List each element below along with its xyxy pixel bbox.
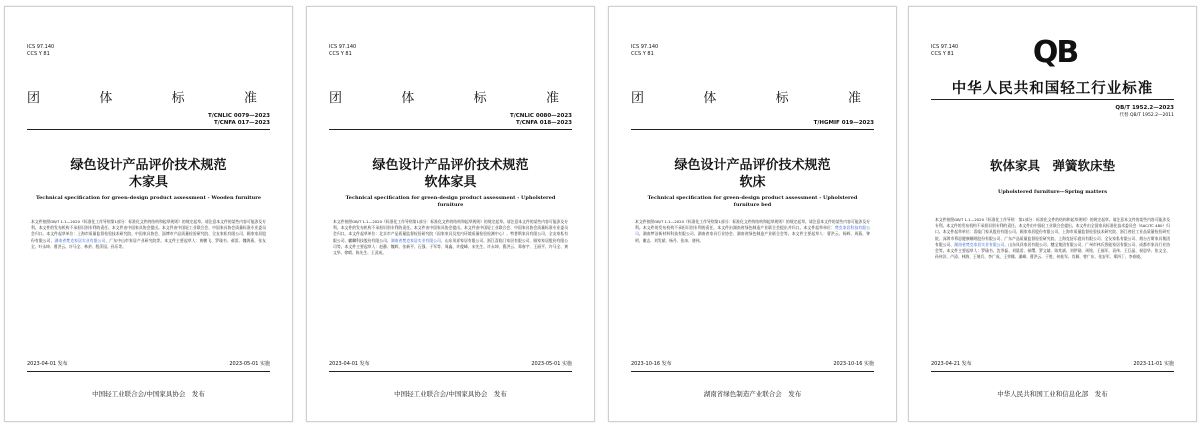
- divider: [329, 129, 572, 130]
- effective-date: 2023-05-01 实施: [531, 361, 572, 367]
- standard-cover-upholstered-furniture: [306, 6, 595, 422]
- effective-date: 2023-11-01 实施: [1133, 361, 1174, 367]
- publisher: 中华人民共和国工业和信息化部 发布: [997, 390, 1108, 398]
- standard-type-heading: 团 体 标 准: [27, 91, 257, 106]
- foreword-text: 本文件按照GB/T 1.1—2020《标准化工作导则 第1部分：标准化文件的结构和起草规则》的规定起草。请注意本文件的某些内容可能涉及专利。本文件的发布机构不承担识别专利的责任。本文件由中国轻工业联合会提出。本文件由全国家具标准化技术委员会（SAC/TC 480）归口。本文件起草单位：喜临门家具股份有限公司、顾家家居股份有限公司、上海市质量监督检验技术研究院、浙江省轻工业品质量检验研究院、深圳市慕思健康睡眠股份有限公司、广东产品质量监督检验研究院、上海克舒乐寝具有限公司、全友家私有限公司、烟台吉斯家具集团有限公司、湖南省梵克家居实业有限公司、山东凤祥家居有限公司、穗宝集团有限公司、广州市林氏智能家居有限公司、成都市家具行业协会等。本文件主要起草人：罗瑜书、沈岑磊、刘晨雷、郝缨、罗文婧、陈兆斌、刘伊勋、周铭、王福军、袁伟、王巨晶、祝思华、张文全、孙伟洋、卢清、林海、王绪兵、李广成、王荣娜、潘峰、曹洪云、于胜、何桂军、肖颖、曾广东、张安军、郑四丁、李春晓。: [935, 217, 1171, 260]
- divider: [27, 129, 270, 130]
- release-date: 2023-10-16 发布: [631, 361, 672, 367]
- publisher: 中国轻工业联合会/中国家具协会 发布: [394, 390, 507, 398]
- release-date: 2023-04-01 发布: [27, 361, 68, 367]
- publisher: 中国轻工业联合会/中国家具协会 发布: [92, 390, 205, 398]
- standard-type-heading: 团 体 标 准: [631, 91, 861, 106]
- title-en: Technical specification for green-design product assessment - Upholstered furniture: [345, 195, 556, 208]
- subtitle-cn: 软床: [739, 175, 766, 190]
- classification-codes: ICS 97.140 CCS Y 81: [631, 44, 659, 57]
- standard-numbers: T/HGMIF 019—2023: [813, 120, 874, 126]
- title-en: Technical specification for green-design product assessment - Upholstered furniture bed: [647, 195, 858, 208]
- standard-numbers: QB/T 1952.2—2023 代替 QB/T 1952.2—2011: [1115, 105, 1174, 118]
- divider: [931, 99, 1174, 100]
- subtitle-cn: 木家具: [128, 175, 168, 190]
- standard-cover-wooden-furniture: [4, 6, 293, 422]
- divider: [631, 129, 874, 130]
- effective-date: 2023-05-01 实施: [229, 361, 270, 367]
- standard-numbers: T/CNLIC 0079—2023 T/CNFA 017—2023: [207, 113, 270, 126]
- classification-codes: ICS 97.140 CCS Y 81: [931, 44, 959, 57]
- release-date: 2023-04-21 发布: [931, 361, 972, 367]
- title-cn: 软体家具 弹簧软床垫: [989, 158, 1115, 173]
- release-date: 2023-04-01 发布: [329, 361, 370, 367]
- standard-type-heading: 团 体 标 准: [329, 91, 559, 106]
- title-en: Technical specification for green-design product assessment - Wooden furniture: [35, 195, 262, 201]
- title-en: Upholstered furniture—Spring matters: [997, 189, 1108, 195]
- title-cn: 绿色设计产品评价技术规范: [372, 158, 529, 173]
- divider: [931, 371, 1174, 372]
- foreword-text: 本文件按照GB/T 1.1—2020《标准化工作导则第1部分：标准化文件的结构和起草规则》的规定起草。请注意本文件的某些内容可能涉及专利。本文件的发布机构不承担识别专利的责任。本文件由中国家具协会提出。本文件由中国轻工业联合会、中国家具协会质量标准专业委员会归口。本文件起草单位：上海市质量监督检验技术研究院、中国家具协会、淄博市产品质量检验研究院、全友家私有限公司、顾家家居股份有限公司、湖南省梵克家居实业有限公司、广东中山市家居产业研究院等。本文件主要起草人：黄鹏飞、罗瑜书、郝雷、魏海燕、张友全、叶永坤、曹洪云、许马全、林余、程萍国、孙乐等。: [31, 219, 267, 249]
- divider: [27, 371, 270, 372]
- foreword-text: 本文件按照GB/T 1.1—2020《标准化工作导则第1部分：标准化文件的结构和起草规则》的规定起草。请注意本文件的某些内容可能涉及专利。本文件的发布机构不承担识别专利的责任。本文件由中国家具协会提出。本文件由中国轻工业联合会、中国家具协会质量标准专业委员会归口。本文件起草单位：北京市产品质量监督检验研究院（国家家具及室内环境质量检验检测中心）、特普斯家具有限公司、全友家私有限公司、麒麟科技股份有限公司、湖南省梵克家居实业有限公司、山东凤祥家居有限公司、浙江喜临门家居有限公司、顾家家居股份有限公司等。本文件主要起草人：赵静、魏辉、张新平、石强、于军等、周鑫、许俊峰、宋先生、许永坤、曹洪云、郑春宇、王丽平、许马全、黄文华、徐晴、陈先生、王武成。: [333, 219, 569, 256]
- standard-cover-upholstered-bed: [608, 6, 897, 422]
- subtitle-cn: 软体家具: [424, 175, 477, 190]
- standard-cover-spring-mattress: [908, 6, 1197, 422]
- org-title: 中华人民共和国轻工行业标准: [951, 81, 1154, 97]
- publisher: 湖南省绿色制造产业联合会 发布: [703, 390, 802, 398]
- classification-codes: ICS 97.140 CCS Y 81: [27, 44, 55, 57]
- title-cn: 绿色设计产品评价技术规范: [674, 158, 831, 173]
- standard-numbers: T/CNLIC 0080—2023 T/CNFA 018—2023: [509, 113, 572, 126]
- effective-date: 2023-10-16 实施: [833, 361, 874, 367]
- divider: [329, 371, 572, 372]
- classification-codes: ICS 97.140 CCS Y 81: [329, 44, 357, 57]
- qb-logo: QB: [1032, 35, 1078, 70]
- foreword-text: 本文件按照GB/T 1.1—2020《标准化工作导则第1部分：标准化文件的结构和起草规则》的规定起草。请注意本文件的某些内容可能涉及专利。本文件的发布机构不承担识别专利的责任。本文件由湖南省绿色制造产业联合会提出并归口。本文件起草单位：梵克家居科技有限公司、湖南梦洁新材料科技有限公司、湖南省家具行业协会、湖南省绿色制造产业联合会等。本文件主要起草人：曹洪云、杨辉、周燕、钟明、谢志、刘发斌、杨丹、张冰、唐伟。: [635, 219, 871, 243]
- divider: [631, 371, 874, 372]
- title-cn: 绿色设计产品评价技术规范: [70, 158, 227, 173]
